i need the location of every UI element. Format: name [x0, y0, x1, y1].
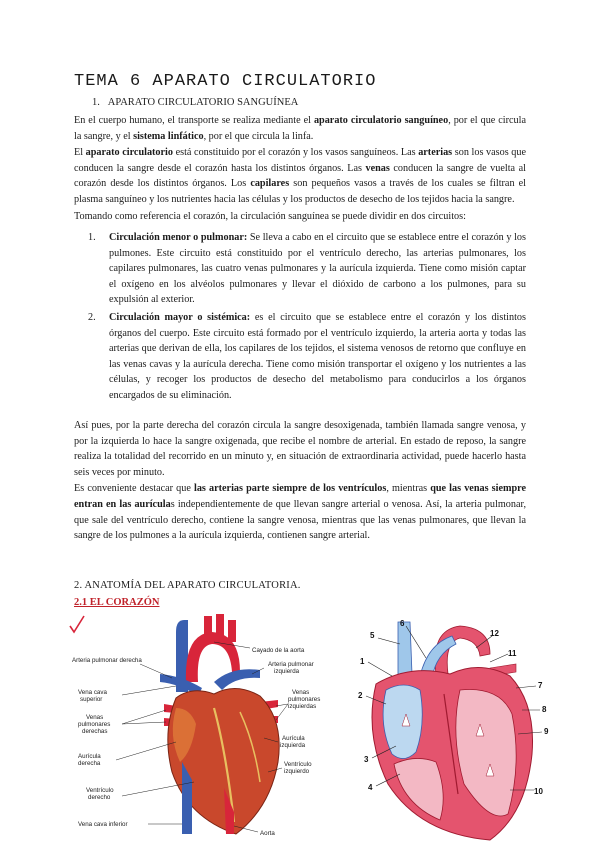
circuits-list [74, 230, 526, 406]
marker-3: 3 [364, 755, 369, 764]
aortic-branch-3 [228, 620, 236, 642]
svg-text:derecho: derecho [88, 794, 111, 801]
svg-text:pulmonares: pulmonares [78, 721, 111, 728]
list-item: 1. Circulación menor o pulmonar: Se lleva a cabo en el circuito que se establece entre el corazón y los pulmones. Este circuito está constituido por el ventrículo derecho, las arterias pulmonares, los capilares pulmonares, las cuatro venas pulmonares y la aurícula izquierda. Tiene como misión captar el oxígeno en los alvéolos pulmonares y llevar el dióxido de carbono a los pulmones, para su expulsión al exterior. [88, 232, 526, 306]
marker-8: 8 [542, 705, 547, 714]
label-aorta: Aorta [260, 830, 275, 837]
intro-text [74, 113, 526, 225]
label-arteria-pulmonar-izquierda: Arteria pulmonar [268, 661, 314, 668]
label-cayado-aorta: Cayado de la aorta [252, 647, 305, 654]
label-vena-cava-inferior: Vena cava inferior [78, 821, 128, 828]
marker-4: 4 [368, 783, 373, 792]
label-ventriculo-derecho: Ventrículo [86, 787, 114, 794]
svg-text:derecha: derecha [78, 760, 101, 767]
svg-text:pulmonares: pulmonares [288, 696, 321, 703]
aortic-branch-2 [216, 614, 224, 638]
label-arteria-pulmonar-derecha: Arteria pulmonar derecha [72, 657, 142, 664]
right-atrium-section [383, 685, 422, 759]
paragraph-2: El aparato circulatorio está constituido por el corazón y los vasos sanguíneos. Las arterias son los vasos que conducen la sangre desde el corazón hasta los distintos órganos. Las venas conducen la sangre de vuelta al corazón desde los distintos órganos. Los capilares son pequeños vasos a través de los cuales se filtran el plasma sanguíneo y los nutrientes hacia las células y los productos de desecho de los tejidos hacia la sangre. [74, 147, 526, 205]
paragraph-1: En el cuerpo humano, el transporte se realiza mediante el aparato circulatorio sanguíneo, por el que circula la sangre, y el sistema linfático, por el que circula la linfa. [74, 115, 526, 142]
marker-12: 12 [490, 629, 499, 638]
label-vena-cava-superior: Vena cava [78, 689, 107, 696]
svg-text:izquierda: izquierda [274, 668, 300, 675]
marker-5: 5 [370, 631, 375, 640]
checkmark-icon [70, 616, 84, 632]
paragraph-4: Así pues, por la parte derecha del corazón circula la sangre desoxigenada, también llamada sangre venosa, y por la izquierda lo hace la sangre oxigenada, que recibe el nombre de arterial. En estado de reposo, la sangre realiza la totalidad del recorrido en un minuto y, en situación de extraordinaria actividad, puede hacerlo hasta seis veces por minuto. [74, 420, 526, 478]
svg-text:izquierda: izquierda [280, 742, 306, 749]
label-ventriculo-izquierdo: Ventrículo [284, 761, 312, 768]
marker-2: 2 [358, 691, 363, 700]
section-1-heading: 1. APARATO CIRCULATORIO SANGUÍNEA [92, 97, 299, 108]
left-pulmonary-artery-shape [214, 669, 260, 690]
marker-1: 1 [360, 657, 365, 666]
paragraph-5: Es conveniente destacar que las arterias parte siempre de los ventrículos, mientras que las venas siempre entran en las aurículas independientemente de que llevan sangre arterial o venosa. Así, la arteria pulmonar, que sale del ventrículo derecho, contiene la sangre venosa, mientras que las venas pulmonares, que llevan la sangre de los pulmones a la aurícula izquierda, contienen sangre arterial. [74, 483, 526, 542]
label-venas-pulmonares-izquierdas: Venas [292, 689, 310, 696]
paragraph-3: Tomando como referencia el corazón, la circulación sanguínea se puede dividir en dos circuitos: [74, 210, 466, 222]
vena-cava-section [398, 622, 412, 674]
label-auricula-izquierda: Aurícula [282, 735, 305, 742]
list-item: 2. Circulación mayor o sistémica: es el circuito que se establece entre el corazón y los distintos órganos del cuerpo. Este circuito está formado por el ventrículo izquierdo, la arteria aorta y todas las arterias que derivan de ella, los capilares de los tejidos, el sistema venosos de retorno que confluye en las venas cavas y la aurícula derecha. Tiene como misión transportar el oxígeno y los nutrientes a las células, y recoger los productos de desecho del metabolismo para conducirlos a los órganos encargados de su eliminación. [88, 311, 526, 401]
marker-9: 9 [544, 727, 549, 736]
marker-10: 10 [534, 787, 543, 796]
section-2-heading: 2. ANATOMÍA DEL APARATO CIRCULATORIA. [74, 580, 301, 591]
label-auricula-derecha: Aurícula [78, 753, 101, 760]
marker-6: 6 [400, 619, 405, 628]
heart-external-figure [64, 612, 332, 844]
marker-11: 11 [508, 649, 517, 658]
svg-text:izquierdo: izquierdo [284, 768, 310, 775]
svg-text:derechas: derechas [82, 728, 108, 735]
heart-section-figure [340, 614, 560, 842]
closing-text [74, 418, 526, 545]
svg-text:izquierdas: izquierdas [288, 703, 317, 710]
page-title: TEMA 6 APARATO CIRCULATORIO [74, 72, 377, 91]
label-venas-pulmonares-derechas: Venas [86, 714, 104, 721]
aortic-branch-1 [204, 616, 212, 638]
section-2-1-heading: 2.1 EL CORAZÓN [74, 597, 160, 608]
svg-text:superior: superior [80, 696, 103, 703]
marker-7: 7 [538, 681, 543, 690]
